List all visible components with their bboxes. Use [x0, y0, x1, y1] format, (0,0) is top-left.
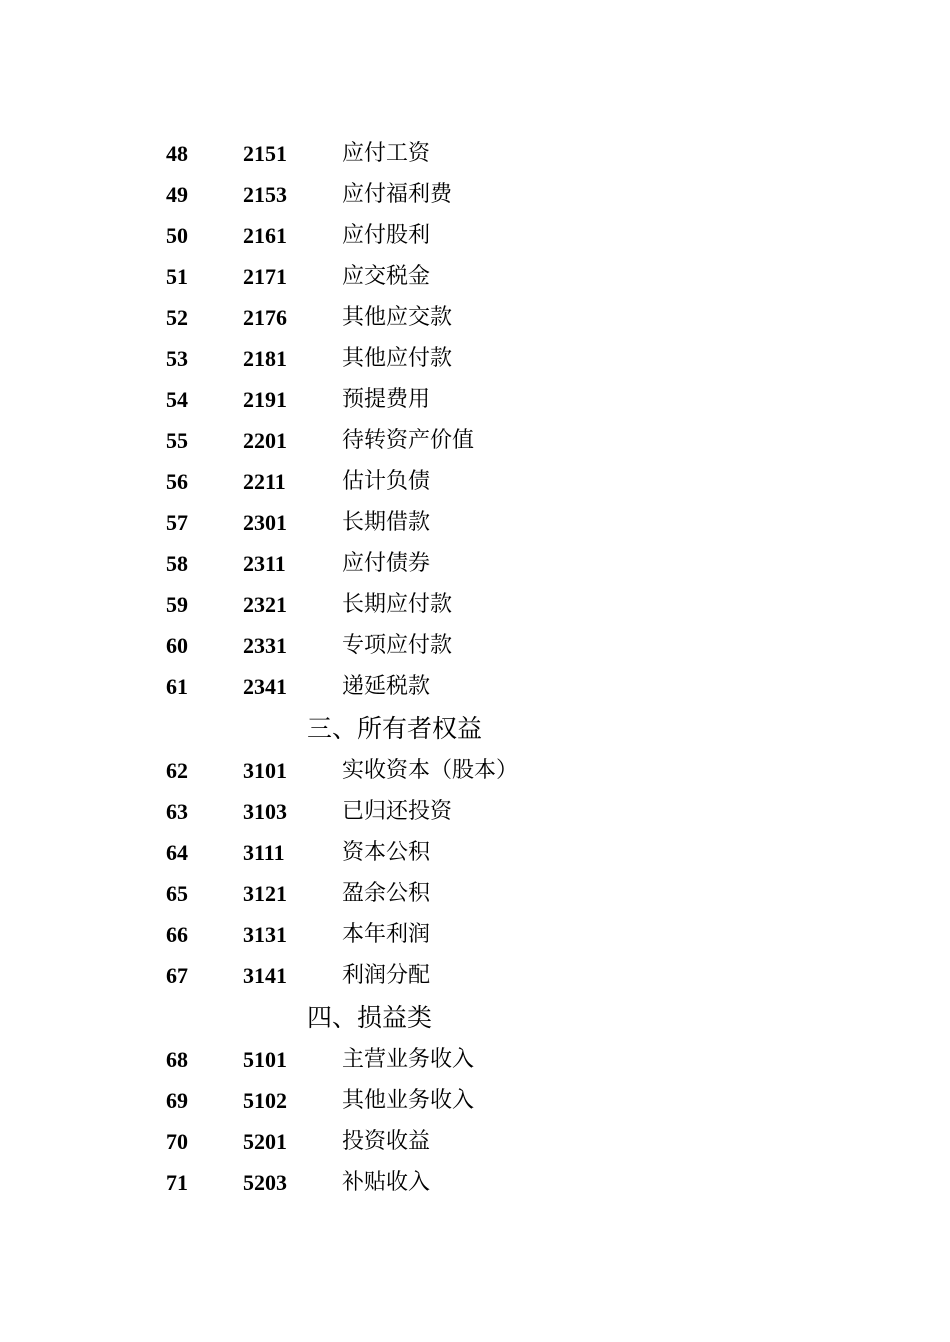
account-code: 2171	[243, 264, 287, 289]
account-name: 应付债券	[342, 551, 431, 576]
account-row	[0, 385, 950, 415]
account-row	[0, 467, 950, 497]
row-index: 56	[166, 469, 188, 494]
account-row	[0, 180, 950, 210]
account-row	[0, 920, 950, 950]
account-name: 盈余公积	[342, 881, 431, 906]
account-name: 其他业务收入	[342, 1088, 475, 1113]
account-name: 专项应付款	[342, 633, 453, 658]
section-heading: 三、所有者权益	[307, 714, 483, 743]
account-code: 2341	[243, 674, 287, 699]
account-name: 资本公积	[342, 840, 431, 865]
account-name: 待转资产价值	[342, 428, 475, 453]
account-code: 2153	[243, 182, 287, 207]
account-name: 应交税金	[342, 264, 431, 289]
account-code: 2331	[243, 633, 287, 658]
row-index: 52	[166, 305, 188, 330]
account-name: 本年利润	[342, 922, 431, 947]
account-name: 长期借款	[342, 510, 431, 535]
row-index: 57	[166, 510, 188, 535]
account-name: 利润分配	[342, 963, 431, 988]
row-index: 68	[166, 1047, 188, 1072]
account-name: 应付股利	[342, 223, 431, 248]
account-code: 3141	[243, 963, 287, 988]
account-name: 应付福利费	[342, 182, 453, 207]
account-code: 2301	[243, 510, 287, 535]
account-row	[0, 344, 950, 374]
row-index: 48	[166, 141, 188, 166]
account-code: 3111	[243, 840, 285, 865]
row-index: 65	[166, 881, 188, 906]
account-name: 预提费用	[342, 387, 431, 412]
row-index: 63	[166, 799, 188, 824]
account-row	[0, 262, 950, 292]
account-name: 长期应付款	[342, 592, 453, 617]
account-code: 2176	[243, 305, 287, 330]
account-name: 主营业务收入	[342, 1047, 475, 1072]
account-name: 其他应付款	[342, 346, 453, 371]
row-index: 70	[166, 1129, 188, 1154]
row-index: 66	[166, 922, 188, 947]
account-name: 已归还投资	[342, 799, 453, 824]
account-row	[0, 426, 950, 456]
account-row	[0, 549, 950, 579]
section-heading: 四、损益类	[307, 1003, 433, 1032]
row-index: 71	[166, 1170, 188, 1195]
row-index: 49	[166, 182, 188, 207]
account-code: 3131	[243, 922, 287, 947]
row-index: 54	[166, 387, 188, 412]
row-index: 62	[166, 758, 188, 783]
account-code: 3103	[243, 799, 287, 824]
account-code: 2311	[243, 551, 286, 576]
account-code: 3121	[243, 881, 287, 906]
account-row	[0, 139, 950, 169]
row-index: 64	[166, 840, 188, 865]
account-code: 2181	[243, 346, 287, 371]
account-code: 2161	[243, 223, 287, 248]
account-code: 2201	[243, 428, 287, 453]
account-row	[0, 672, 950, 702]
account-code: 5203	[243, 1170, 287, 1195]
account-row	[0, 590, 950, 620]
account-row	[0, 1127, 950, 1157]
account-row	[0, 756, 950, 786]
account-code: 3101	[243, 758, 287, 783]
account-row	[0, 303, 950, 333]
account-code: 5102	[243, 1088, 287, 1113]
account-code: 2211	[243, 469, 286, 494]
row-index: 60	[166, 633, 188, 658]
account-name: 递延税款	[342, 674, 431, 699]
account-row	[0, 838, 950, 868]
account-name: 补贴收入	[342, 1170, 431, 1195]
row-index: 67	[166, 963, 188, 988]
account-row	[0, 1168, 950, 1198]
row-index: 50	[166, 223, 188, 248]
row-index: 53	[166, 346, 188, 371]
account-name: 实收资本（股本）	[342, 758, 519, 783]
row-index: 58	[166, 551, 188, 576]
account-code: 5101	[243, 1047, 287, 1072]
account-name: 其他应交款	[342, 305, 453, 330]
account-row	[0, 1045, 950, 1075]
account-row	[0, 797, 950, 827]
account-row	[0, 879, 950, 909]
account-row	[0, 631, 950, 661]
row-index: 55	[166, 428, 188, 453]
account-row	[0, 961, 950, 991]
row-index: 69	[166, 1088, 188, 1113]
account-row	[0, 1086, 950, 1116]
account-code: 2191	[243, 387, 287, 412]
row-index: 61	[166, 674, 188, 699]
account-code: 2321	[243, 592, 287, 617]
account-name: 估计负债	[342, 469, 431, 494]
row-index: 59	[166, 592, 188, 617]
account-name: 应付工资	[342, 141, 431, 166]
account-code: 5201	[243, 1129, 287, 1154]
account-name: 投资收益	[342, 1129, 431, 1154]
account-row	[0, 221, 950, 251]
account-code: 2151	[243, 141, 287, 166]
row-index: 51	[166, 264, 188, 289]
account-row	[0, 508, 950, 538]
